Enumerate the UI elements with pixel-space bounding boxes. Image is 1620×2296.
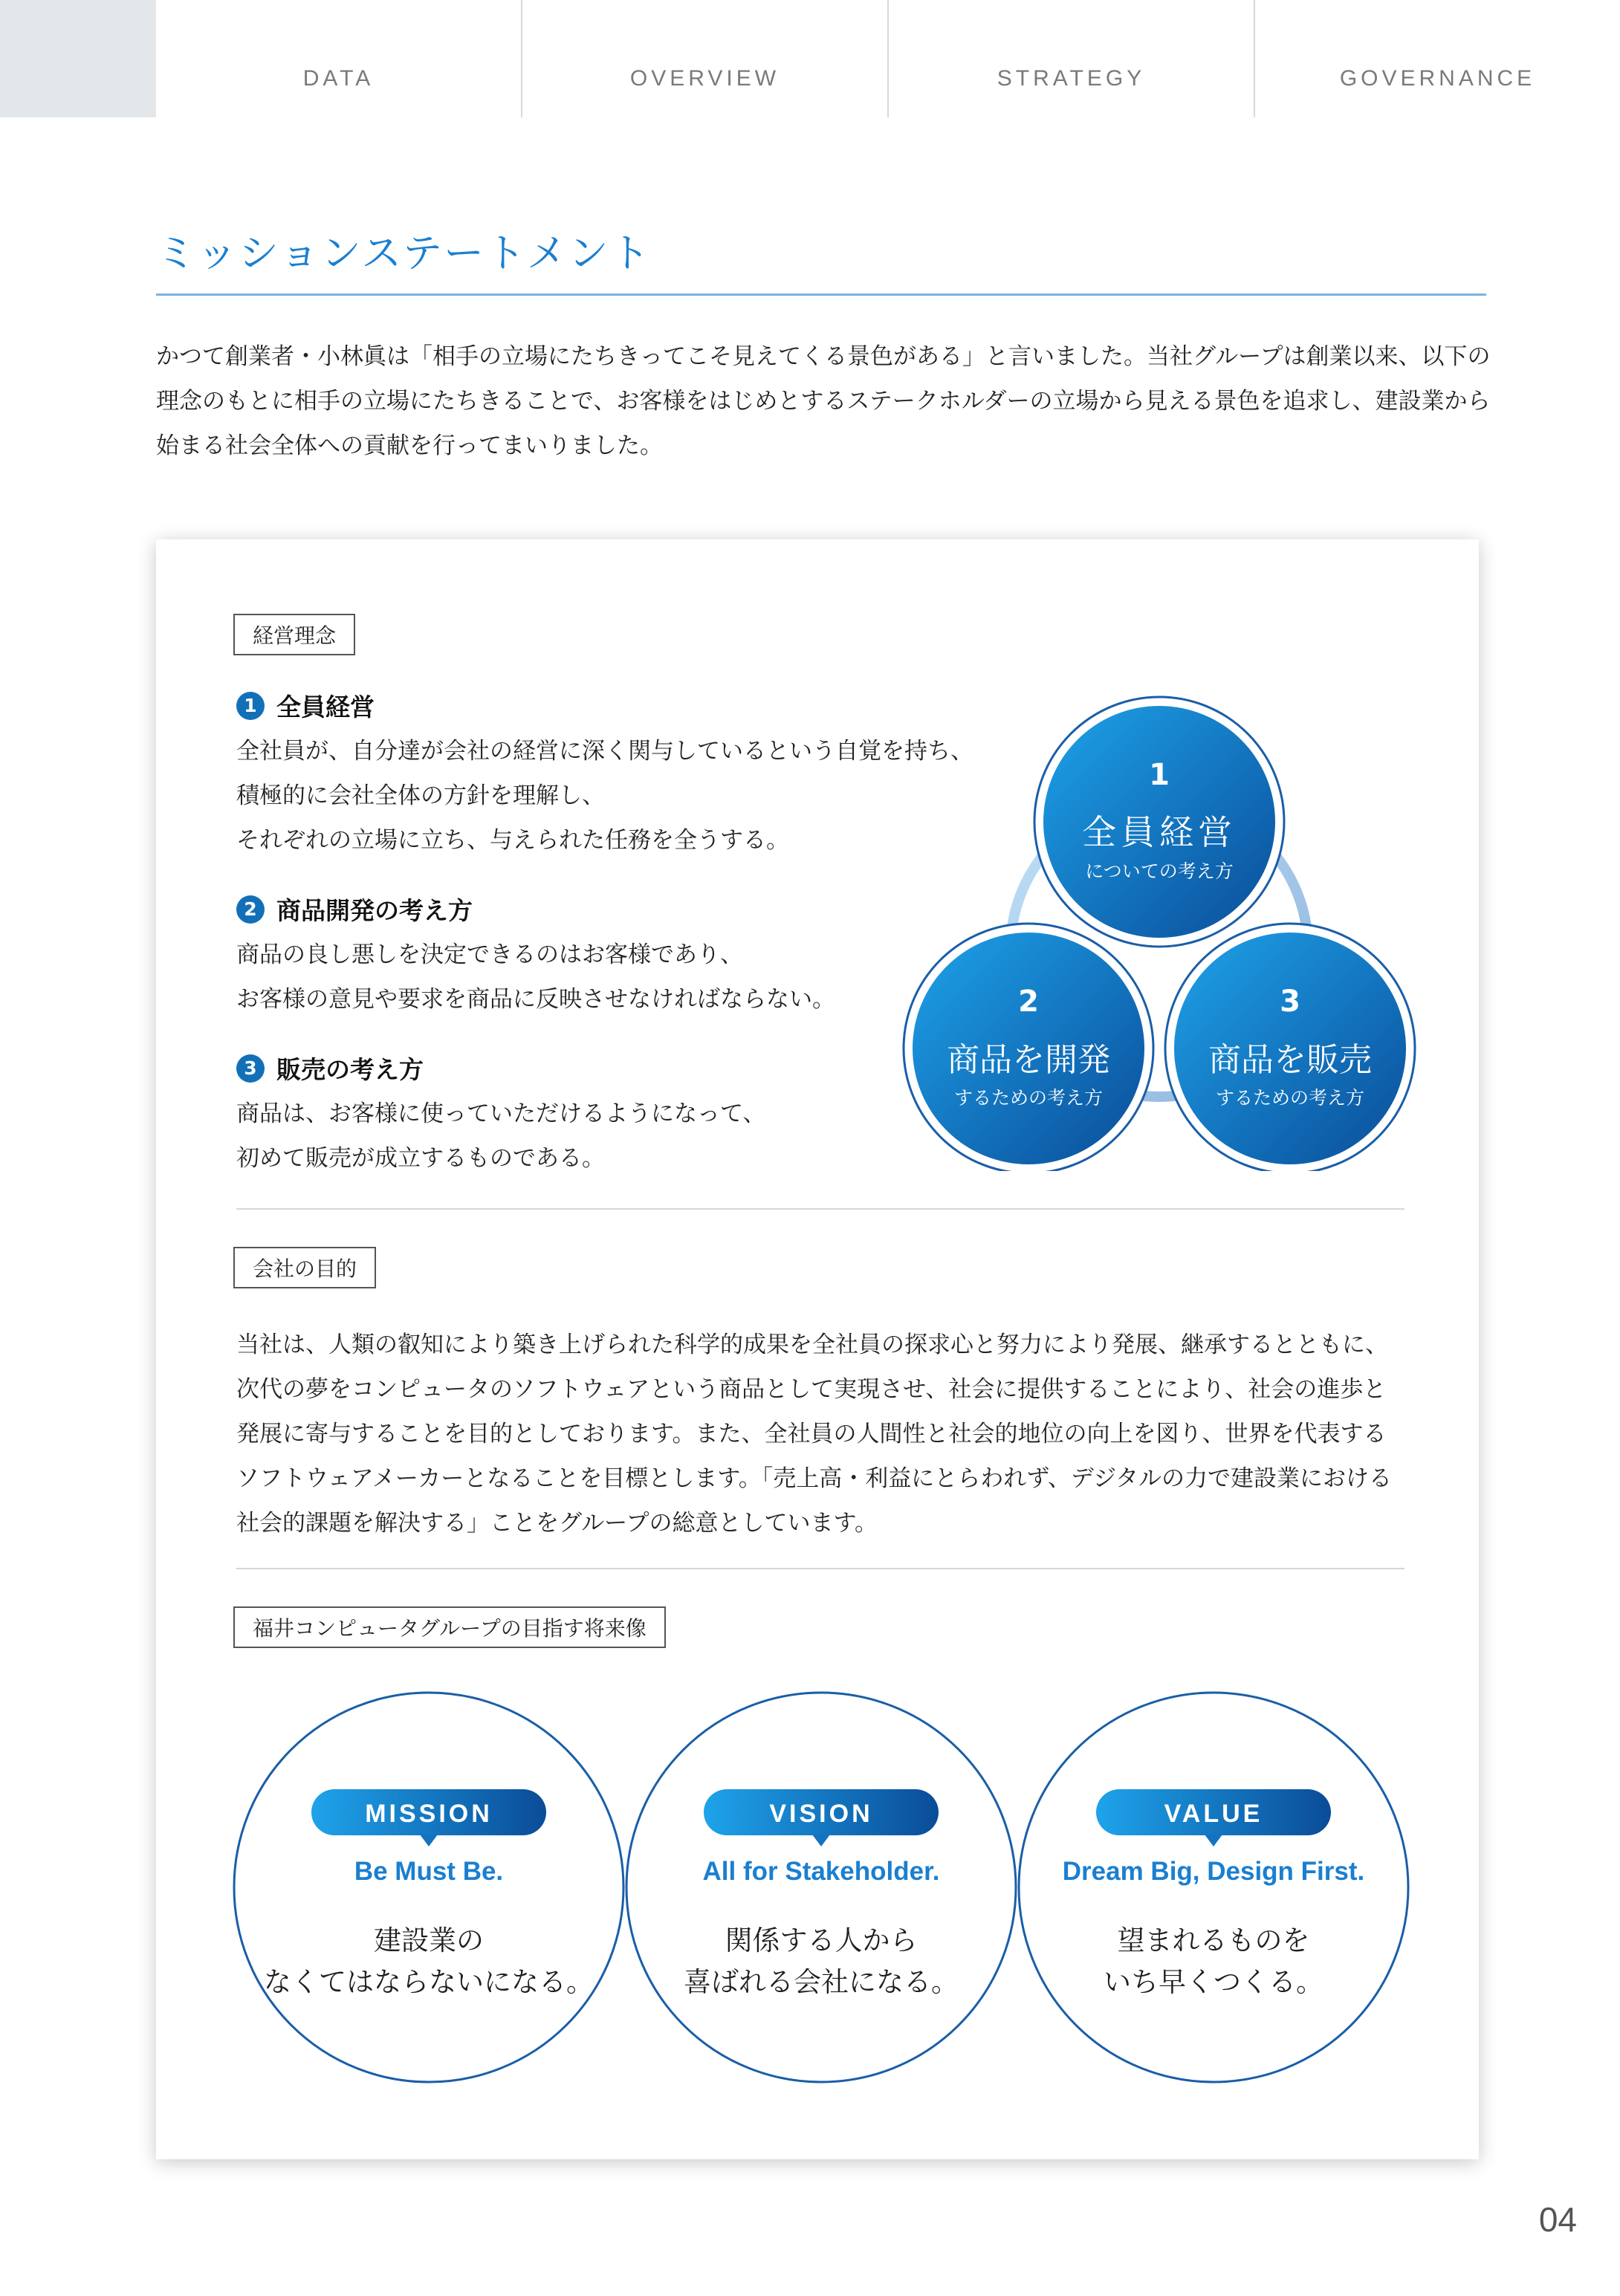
tag-text: VALUE <box>1164 1800 1263 1828</box>
purpose-label: 会社の目的 <box>233 1247 376 1288</box>
principle-title: 商品開発の考え方 <box>276 896 473 925</box>
circle-2 <box>904 924 1153 1171</box>
tag-pointer <box>812 1835 830 1846</box>
english-motto: Dream Big, Design First. <box>1062 1857 1365 1886</box>
mission-card <box>156 539 1479 2159</box>
circle-sub-text: についての考え方 <box>1085 860 1234 882</box>
principle-line: 全社員が、自分達が会社の経営に深く関与しているという自覚を持ち、 <box>236 738 973 765</box>
tag-pointer <box>420 1835 438 1846</box>
principle-line: 積極的に会社全体の方針を理解し、 <box>236 782 605 809</box>
nav-tab-governance[interactable]: GOVERNANCE <box>1339 66 1536 91</box>
english-motto: Be Must Be. <box>354 1857 504 1886</box>
divider <box>236 1208 1404 1210</box>
circle-3 <box>1165 924 1415 1171</box>
philosophy-label: 経営理念 <box>233 614 355 655</box>
philosophy-diagram <box>892 695 1427 1171</box>
motto-line: 関係する人から <box>725 1924 918 1956</box>
purpose-line: 社会的課題を解決する」ことをグループの総意としています。 <box>236 1510 878 1537</box>
tag-text: VISION <box>769 1800 873 1828</box>
principle-title: 全員経営 <box>276 693 375 721</box>
nav-tab-overview[interactable]: OVERVIEW <box>522 0 889 117</box>
principle-title: 販売の考え方 <box>276 1055 424 1084</box>
english-motto: All for Stakeholder. <box>702 1857 940 1886</box>
circle-main-text: 商品を開発 <box>947 1041 1110 1079</box>
top-nav <box>156 0 1620 117</box>
motto-line: 望まれるものを <box>1117 1924 1310 1956</box>
circle-main-text: 全員経営 <box>1082 812 1237 852</box>
circle-number: 1 <box>1149 758 1170 792</box>
nav-corner-block <box>0 0 156 117</box>
tag-text: MISSION <box>365 1800 493 1828</box>
principle-line: 商品の良し悪しを決定できるのはお客様であり、 <box>236 941 743 968</box>
circle-number: 3 <box>1280 985 1300 1019</box>
purpose-line: 次代の夢をコンピュータのソフトウェアという商品として実現させ、社会に提供することにより、社会の進歩と <box>236 1376 1387 1403</box>
motto-line: いち早くつくる。 <box>1104 1966 1323 1998</box>
purpose-line: 当社は、人類の叡知により築き上げられた科学的成果を全社員の探求心と努力により発展、継承するとともに、 <box>236 1332 1388 1358</box>
principle-line: それぞれの立場に立ち、与えられた任務を全うする。 <box>236 827 789 854</box>
number-badge: 1 <box>236 692 265 720</box>
future-vision-diagram <box>230 1687 1412 2095</box>
page-number: 04 <box>1538 2200 1577 2239</box>
motto-line: なくてはならないになる。 <box>264 1966 594 1998</box>
future-label: 福井コンピュータグループの目指す将来像 <box>233 1606 666 1648</box>
motto-line: 建設業の <box>374 1924 484 1956</box>
principle-line: 初めて販売が成立するものである。 <box>236 1145 605 1172</box>
mission-circle <box>234 1693 623 2082</box>
number-badge: 2 <box>236 895 265 924</box>
principle-line: お客様の意見や要求を商品に反映させなければならない。 <box>236 986 835 1013</box>
motto-line: 喜ばれる会社になる。 <box>684 1966 959 1998</box>
circle-number: 2 <box>1018 985 1039 1019</box>
vision-circle <box>626 1693 1016 2082</box>
purpose-paragraph <box>236 1323 1425 1546</box>
circle-sub-text: するための考え方 <box>1215 1087 1365 1109</box>
circle-main-text: 商品を販売 <box>1208 1041 1372 1079</box>
divider <box>236 1568 1404 1569</box>
tag-pointer <box>1205 1835 1222 1846</box>
intro-paragraph: かつて創業者・小林眞は「相手の立場にたちきってこそ見えてくる景色がある」と言いました。当社グループは創業以来、以下の理念のもとに相手の立場にたちきることで、お客様をはじめとするステークホルダーの立場から見える景色を追求し、建設業から始まる社会全体への貢献を行ってまいりました。 <box>156 343 1491 459</box>
value-circle <box>1019 1693 1408 2082</box>
circle-1 <box>1034 697 1284 947</box>
nav-tab-data[interactable]: DATA <box>156 0 522 117</box>
purpose-line: ソフトウェアメーカーとなることを目標とします。「売上高・利益にとらわれず、デジタルの力で建設業における <box>236 1465 1392 1492</box>
number-badge: 3 <box>236 1054 265 1083</box>
purpose-line: 発展に寄与することを目的としております。また、全社員の人間性と社会的地位の向上を図り、世界を代表する <box>236 1421 1387 1447</box>
principle-line: 商品は、お客様に使っていただけるようになって、 <box>236 1100 766 1127</box>
section-title: ミッションステートメント <box>156 221 1486 296</box>
nav-tab-strategy[interactable]: STRATEGY <box>889 0 1255 117</box>
circle-sub-text: するための考え方 <box>953 1087 1104 1109</box>
